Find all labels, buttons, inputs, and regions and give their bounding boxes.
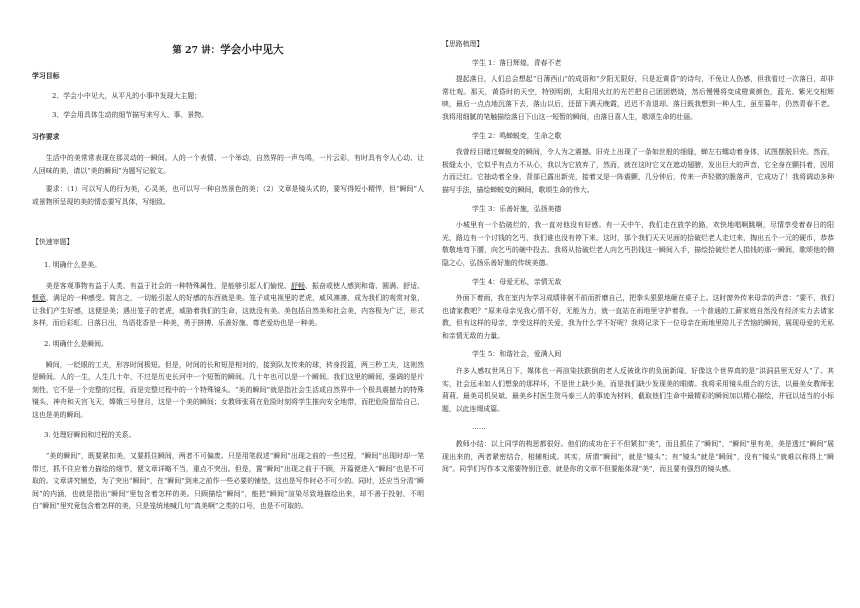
student-5-text: 许多人感叹世风日下，媒体也一再渲染扶跌倒的老人反被讹诈的负面新闻，好像这个世界真的是“洪洞县里无好人”了。其实，社会远未如人们想象的那样坏，不是世上缺少美，而是我们缺少发现美的眼睛。我将采用镜头组合的方法，以最美女教师张莉莉、最美司机吴斌、最美乡村医生贺马泰三人的事迹为材料，截取他们生命中最精彩的瞬间加以精心描绘，并冠以适当的小标题，以此连缀成篇。 [442, 367, 834, 413]
quick-review-heading: 【快速审题】 [32, 238, 74, 247]
ellipsis: …… [472, 423, 486, 432]
point-3-text: “美的瞬间”，既要紧扣美，又要抓住瞬间，两者不可偏废。只是用笔叙述“瞬间”出现之前的一些过程，“瞬间”出现时却一笔带过，抓不住应着力描绘的细节，便文章详略不当，重点不突出。但是，置“瞬间”出现之前于不顾，开篇便进入“瞬间”也是不可取的。文章讲究铺垫，为了突出“瞬间”，在“瞬间”到来之前作一些必要的铺垫，这也是写作时必不可少的。同时，还应当分清“瞬间”的内涵，也就是指出“瞬间”里包含着怎样的美。只顾描绘“瞬间”，能把“瞬间”渲染尽致地描绘出来，却不善于投射，不明白“瞬间”里究竟包含着怎样的美，只是笼统地喊几句“真美啊”之类的口号，也是不可取的。 [32, 452, 424, 511]
point-1-title: 1. 明确什么是美。 [44, 260, 101, 269]
student-2-label: 学生 2：鸣蝉蜕变，生命之歌 [472, 131, 562, 140]
student-4-label: 学生 4：母爱无私，亲情无敌 [472, 277, 562, 286]
student-3-text: 小城里有一个拾破烂的，我一直对他没有好感。有一天中午，我们走在放学的路，欢快地唱啊跳啊，尽情享受着春日的阳光，路边有一个讨钱的乞丐，我们谁也没有停下来。这时，那个我们天天见面的拾破烂老人走过来，掏出五个一元的硬币，恭恭敬敬地弯下腰，向乞丐的碗中投去。我将从拾破烂老人向乞丐扔钱这一瞬间入手，描绘拾破烂老人捐钱的那一瞬间，歌颂他的侧隐之心，弘扬乐善好施的传统美德。 [442, 221, 834, 267]
teacher-summary: 教师小结：以上同学的构思都很好。他们的成功在于不但紧扣“美”，而且抓住了“瞬间”，“瞬间”里有美，美是透过“瞬间”展现出来的，两者紧密结合，相辅相成。其实，所谓“瞬间”，就是“镜头”；有“镜头”就是“瞬间”，没有“镜头”就难以称得上“瞬间”。同学们写作本文需要特别注意，就是你的文章不但要能体现“美”，而且要有强烈的镜头感。 [442, 440, 834, 474]
lesson-title: 学会小中见大 [220, 44, 284, 56]
text-span: 、满足的一种感受。简言之，一切能引起人的好感的东西就是美。笼子或电视里的老虎，威风凛凛，成为我们的观赏对象，让我们产生好感，这便是美；遇出笼子的老虎，威胁着我们的生命，这就没有美。美包括自然美和社会美，内容极为广泛，形式多样，而后彩虹、日落日出，鸟语花香是一种美，勇于拼搏、乐善好施、尊老爱幼也是一种美。 [32, 294, 425, 328]
goals-heading: 学习目标 [32, 71, 60, 80]
text-span: 美是客观事物有益于人类、有益于社会的一种特殊属性，是能够引起人们愉悦、 [45, 281, 291, 290]
thought-heading: 【思路梳理】 [442, 40, 484, 48]
student-4-text: 外面下着雨，我在室内为学习成绩徘徊不前而折磨自己，把拳头狠狠地砸在桌子上。这时窗外传来母亲的声音：“要不，我们也请家教吧？”原来母亲见我心情不好，无能为力，就一直站在雨地里守护着我。一个普通的工薪家庭自然没有经济实力去请家教，但有这样的母亲，享受这样的关爱，我为什么学不好呢？我将记录下一位母亲在雨地里陪儿子苦恼的瞬间，展现母爱的无私和亲情无敌的力量。 [442, 294, 834, 340]
student-1-text: 提起落日，人们总会想起“日薄西山”的成语和“夕阳无限好，只是近黄昏”的诗句，不免让人伤感，但我看过一次落日，却非常壮观。那天，黄昏时的天空，特别明朗，太阳用火红的光芒把自己团团燃烧，然后慢慢将变成橙黄颜色，蓝光、紫光交相辉映，最后一点点地沉落下去，落山以后，还留下满天晚霞，迟迟不肯退却。落日既我想到一种人生，虽至暮年，仍然青春不老。我将用细腻的笔触描绘落日下山这一短暂的瞬间，由落日喜人生，歌颂生命的壮丽。 [442, 75, 834, 121]
underlined-word: 舒畅 [291, 281, 306, 290]
page-title [32, 44, 424, 58]
left-column [32, 38, 424, 513]
right-column [442, 38, 834, 476]
underlined-word: 惬意 [32, 294, 47, 303]
point-2-text: 瞬间，一眨眼的工夫，形容时间极短。但是，时间的长和短是相对的，接到队友传来的球，转身投篮，两三秒工夫，这则然是瞬间。人的一生，人生几十年，不过是历史长河中一个短暂的瞬间。几十年也可以是一个瞬间。我们这里的瞬间，强调的是片刻性，它不是一个完整的过程，而是完整过程中的一个特殊镜头。“美的瞬间”就是指社会生活或自然界中一个极具震撼力的特殊镜头，神舟和天宫飞天，嫦娥三号登月，这是一个美的瞬间；女教师张莉在危险时刻将学生推向安全地带，而把危险留给自己，这也是美的瞬间。 [32, 360, 424, 419]
student-5-label: 学生 5：和谐社会，爱满人间 [472, 350, 562, 359]
student-3-label: 学生 3：乐善好施，弘扬美德 [472, 204, 562, 213]
requirements-heading: 习作要求 [32, 133, 60, 142]
student-1-label: 学生 1：落日辉煌，青春不老 [472, 58, 562, 67]
point-2-title: 2. 明确什么是瞬间。 [44, 339, 108, 348]
point-3-title: 3. 处理好瞬间和过程的关系。 [44, 431, 136, 440]
student-2-text: 我曾经目睹过蝉蜕变的瞬间，令人为之震撼。旧壳上出现了一条如丝般的细缝，蝉左右蠕动着身体，试图摆脱旧壳。然而，极缝太小，它似乎有点力不从心，我以为它放弃了，然而，就在这时它又在遮动翅膀，发出巨大的声音，它全身在颤抖着，因用力而泛红。它抽动着全身，背部已露出新壳，接着又是一阵震颤，几分钟后，传来一声轻微的脆落声，它成功了！我将调动多种描写手法，描绘蝉蜕变的瞬间，歌颂生命的伟大。 [442, 148, 834, 194]
requirements-detail: 要求：（1）可以写人的行为美，心灵美，也可以写一种自然景色的美；（2）文章是镜头式的，要写得短小精悍，但“瞬间”人或景物所呈现的美的情态要写具体，写细致。 [32, 185, 424, 206]
goal-item: 3、学会用具体生动的细节描写来写人、事、景物。 [52, 110, 208, 119]
text-span: 、振奋或使人感到和谐、圆满、舒适、 [305, 281, 424, 290]
lesson-number: 第 27 讲： [172, 45, 221, 56]
goal-item: 2、学会小中见大，从平凡的小事中发现大主题； [52, 92, 202, 101]
requirements-paragraph: 生活中的美常常表现在那灵动的一瞬间。人的一个表情、一个举动，自然界的一声鸟鸣，一片云彩，有时具有令人心动、让人回味的美，请以“美的瞬间”为题写记叙文。 [32, 153, 424, 175]
point-1-text [32, 280, 424, 330]
